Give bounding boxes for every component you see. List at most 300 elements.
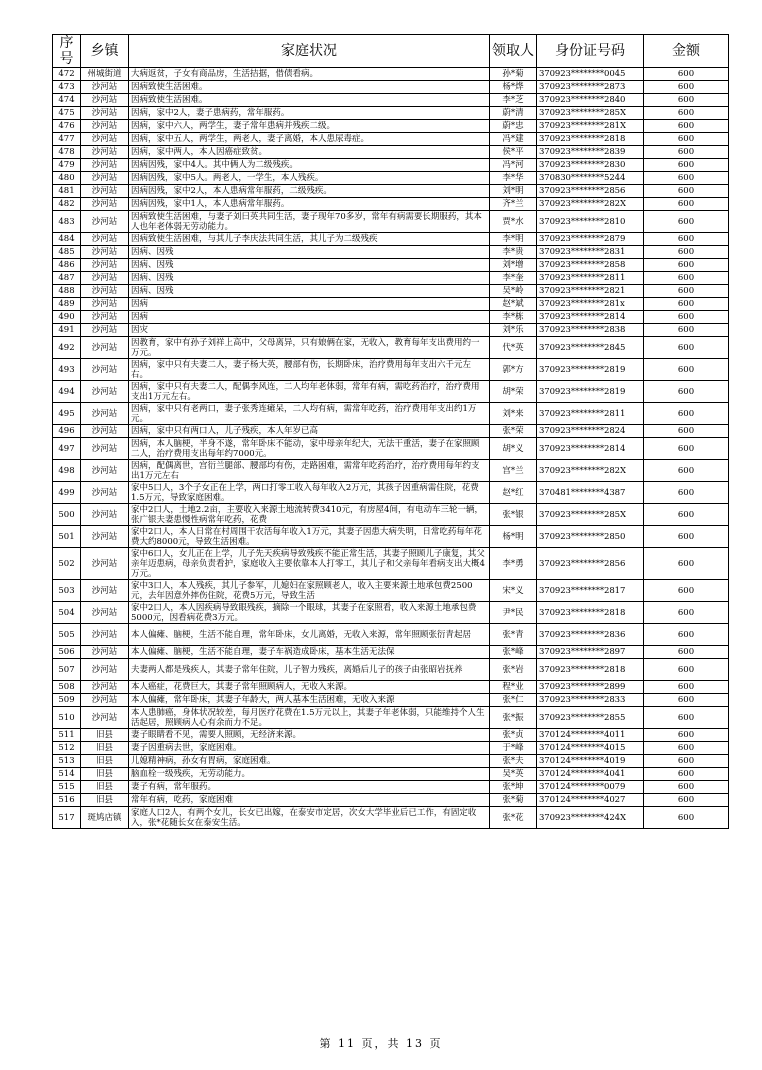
row-no: 490 (53, 311, 81, 324)
row-town: 沙河站 (81, 707, 129, 729)
row-amount: 600 (644, 146, 729, 159)
row-situation: 因病，家中只有两口人，儿子残疾，本人年岁已高 (129, 425, 490, 438)
row-id-number: 370923********2879 (537, 233, 644, 246)
row-amount: 600 (644, 781, 729, 794)
row-id-number: 370923********2814 (537, 438, 644, 460)
row-situation: 因教育，家中有孙子刘祥上高中，父母离异，只有娘俩在家，无收入，教育每年支出费用约一万元。 (129, 337, 490, 359)
row-amount: 600 (644, 694, 729, 707)
row-id-number: 370923********2819 (537, 359, 644, 381)
row-town: 沙河站 (81, 198, 129, 211)
row-id-number: 370923********2831 (537, 246, 644, 259)
row-id-number: 370923********2838 (537, 324, 644, 337)
row-town: 沙河站 (81, 460, 129, 482)
row-no: 488 (53, 285, 81, 298)
row-no: 491 (53, 324, 81, 337)
row-amount: 600 (644, 246, 729, 259)
row-id-number: 370124********4011 (537, 729, 644, 742)
row-town: 沙河站 (81, 81, 129, 94)
row-recipient: 张*夫 (490, 755, 537, 768)
table-row (53, 107, 729, 120)
row-situation: 因病、因残 (129, 259, 490, 272)
table-row (53, 807, 729, 829)
table-row (53, 198, 729, 211)
table-row (53, 742, 729, 755)
row-recipient: 张*花 (490, 807, 537, 829)
row-situation: 本人偏瘫，常年卧床，其妻子年龄大，两人基本生活困难，无收入来源 (129, 694, 490, 707)
row-id-number: 370923********2836 (537, 624, 644, 646)
row-recipient: 胡*荣 (490, 381, 537, 403)
row-town: 沙河站 (81, 211, 129, 233)
row-situation: 常年有病，吃药，家庭困难 (129, 794, 490, 807)
row-town: 沙河站 (81, 681, 129, 694)
row-amount: 600 (644, 659, 729, 681)
row-amount: 600 (644, 460, 729, 482)
table-row (53, 359, 729, 381)
row-town: 沙河站 (81, 133, 129, 146)
row-no: 515 (53, 781, 81, 794)
row-amount: 600 (644, 185, 729, 198)
row-no: 509 (53, 694, 81, 707)
row-town: 旧县 (81, 729, 129, 742)
table-row (53, 646, 729, 659)
table-row (53, 403, 729, 425)
row-amount: 600 (644, 211, 729, 233)
table-row (53, 707, 729, 729)
row-recipient: 宋*义 (490, 580, 537, 602)
row-town: 旧县 (81, 768, 129, 781)
row-situation: 因病，配偶离世，宫衍兰腿部、腰部均有伤，走路困难，需常年吃药治疗，治疗费用每年约支出1万元左右 (129, 460, 490, 482)
row-town: 沙河站 (81, 285, 129, 298)
row-no: 485 (53, 246, 81, 259)
row-no: 476 (53, 120, 81, 133)
table-row (53, 602, 729, 624)
row-amount: 600 (644, 548, 729, 580)
row-no: 508 (53, 681, 81, 694)
row-amount: 600 (644, 707, 729, 729)
row-town: 沙河站 (81, 146, 129, 159)
row-no: 492 (53, 337, 81, 359)
row-amount: 600 (644, 285, 729, 298)
row-town: 沙河站 (81, 694, 129, 707)
row-id-number: 370124********4041 (537, 768, 644, 781)
table-row (53, 259, 729, 272)
row-recipient: 冯*河 (490, 159, 537, 172)
row-id-number: 370923********2824 (537, 425, 644, 438)
table-row (53, 120, 729, 133)
row-recipient: 张*坤 (490, 781, 537, 794)
row-amount: 600 (644, 602, 729, 624)
row-amount: 600 (644, 272, 729, 285)
header-no: 序号 (53, 35, 81, 68)
row-no: 482 (53, 198, 81, 211)
row-situation: 儿媳精神病，孙女有胃病，家庭困难。 (129, 755, 490, 768)
row-recipient: 刘*增 (490, 259, 537, 272)
table-row (53, 729, 729, 742)
table-row (53, 172, 729, 185)
row-no: 479 (53, 159, 81, 172)
row-recipient: 张*银 (490, 504, 537, 526)
row-no: 507 (53, 659, 81, 681)
row-id-number: 370923********2817 (537, 580, 644, 602)
table-row (53, 580, 729, 602)
table-row (53, 298, 729, 311)
row-amount: 600 (644, 172, 729, 185)
row-no: 486 (53, 259, 81, 272)
row-recipient: 郭*方 (490, 359, 537, 381)
row-recipient: 程*业 (490, 681, 537, 694)
row-situation: 因病，本人脑梗，半身不遂，常年卧床不能动，家中母亲年纪大，无法干重活，妻子在家照顾二人，治疗费用支出每年约7000元。 (129, 438, 490, 460)
row-situation: 因病致使生活困难。 (129, 81, 490, 94)
row-recipient: 张*荣 (490, 425, 537, 438)
table-row (53, 146, 729, 159)
row-situation: 妻子有病，常年服药。 (129, 781, 490, 794)
table-row (53, 548, 729, 580)
row-id-number: 370923********282X (537, 460, 644, 482)
row-recipient: 刘*乐 (490, 324, 537, 337)
row-amount: 600 (644, 81, 729, 94)
table-row (53, 755, 729, 768)
row-recipient: 李*勇 (490, 548, 537, 580)
row-town: 沙河站 (81, 526, 129, 548)
row-situation: 本人偏瘫、脑梗，生活不能自理，妻子车祸造成卧床，基本生活无法保 (129, 646, 490, 659)
row-amount: 600 (644, 120, 729, 133)
row-amount: 600 (644, 298, 729, 311)
row-situation: 家中2口人，土地2.2亩，主要收入来源土地流转费3410元，有房屋4间，有电动车三轮一辆，张广银夫妻患慢性病常年吃药，花费 (129, 504, 490, 526)
row-recipient: 李*芝 (490, 94, 537, 107)
row-amount: 600 (644, 324, 729, 337)
row-recipient: 张*青 (490, 624, 537, 646)
row-no: 494 (53, 381, 81, 403)
row-id-number: 370923********2845 (537, 337, 644, 359)
row-recipient: 齐*兰 (490, 198, 537, 211)
row-no: 475 (53, 107, 81, 120)
row-id-number: 370923********281X (537, 120, 644, 133)
row-amount: 600 (644, 807, 729, 829)
row-id-number: 370481********4387 (537, 482, 644, 504)
row-situation: 夫妻两人都是残疾人，其妻子常年住院，儿子智力残疾，离婚后儿子的孩子由张昭岩抚养 (129, 659, 490, 681)
table-row (53, 624, 729, 646)
row-situation: 本人癌症，花费巨大，其妻子常年照顾病人，无收入来源。 (129, 681, 490, 694)
table-row (53, 68, 729, 81)
row-town: 沙河站 (81, 504, 129, 526)
row-town: 斑鸠店镇 (81, 807, 129, 829)
row-no: 499 (53, 482, 81, 504)
table-row (53, 659, 729, 681)
row-id-number: 370923********282X (537, 198, 644, 211)
row-town: 沙河站 (81, 548, 129, 580)
row-id-number: 370923********2873 (537, 81, 644, 94)
row-recipient: 蔚*忠 (490, 120, 537, 133)
row-recipient: 赵*斌 (490, 298, 537, 311)
row-amount: 600 (644, 68, 729, 81)
row-amount: 600 (644, 259, 729, 272)
row-no: 505 (53, 624, 81, 646)
row-amount: 600 (644, 337, 729, 359)
row-no: 516 (53, 794, 81, 807)
row-situation: 因病因残，家中5人。两老人，一学生，本人残疾。 (129, 172, 490, 185)
row-id-number: 370923********285X (537, 107, 644, 120)
row-no: 477 (53, 133, 81, 146)
row-town: 州城街道 (81, 68, 129, 81)
row-town: 旧县 (81, 781, 129, 794)
row-town: 沙河站 (81, 311, 129, 324)
row-situation: 因病，家中六人，两学生，妻子常年患病并残疾二级。 (129, 120, 490, 133)
row-amount: 600 (644, 438, 729, 460)
row-recipient: 冯*建 (490, 133, 537, 146)
row-amount: 600 (644, 681, 729, 694)
row-town: 沙河站 (81, 172, 129, 185)
row-amount: 600 (644, 755, 729, 768)
assistance-table (52, 34, 729, 829)
row-id-number: 370923********2850 (537, 526, 644, 548)
row-no: 500 (53, 504, 81, 526)
row-amount: 600 (644, 742, 729, 755)
table-row (53, 794, 729, 807)
table-row (53, 681, 729, 694)
row-amount: 600 (644, 198, 729, 211)
row-no: 510 (53, 707, 81, 729)
row-no: 503 (53, 580, 81, 602)
row-town: 沙河站 (81, 324, 129, 337)
row-situation: 因病、因残 (129, 285, 490, 298)
table-row (53, 438, 729, 460)
row-recipient: 张*峰 (490, 646, 537, 659)
row-no: 511 (53, 729, 81, 742)
row-town: 沙河站 (81, 381, 129, 403)
table-row (53, 504, 729, 526)
row-town: 沙河站 (81, 403, 129, 425)
row-recipient: 胡*义 (490, 438, 537, 460)
row-id-number: 370124********4027 (537, 794, 644, 807)
header-id-number: 身份证号码 (537, 35, 644, 68)
row-situation: 因病、因残 (129, 246, 490, 259)
row-recipient: 李*贵 (490, 246, 537, 259)
row-situation: 因灾 (129, 324, 490, 337)
row-situation: 因病，家中2人，妻子患病药，常年服药。 (129, 107, 490, 120)
row-town: 沙河站 (81, 246, 129, 259)
row-situation: 因病，家中只有夫妻二人，配偶李风连，二人均年老体弱，常年有病，需吃药治疗，治疗费用支出1万元左右。 (129, 381, 490, 403)
table-row (53, 768, 729, 781)
row-id-number: 370923********424X (537, 807, 644, 829)
row-recipient: 于*峰 (490, 742, 537, 755)
row-situation: 家中6口人，女儿正在上学，儿子先天疾病导致残疾不能正常生活，其妻子照顾儿子康复，其父亲年迈患病，母亲负责看护，家庭收入主要依靠本人打零工，其儿子和父亲每年看病支出大概4万元。 (129, 548, 490, 580)
row-recipient: 尹*民 (490, 602, 537, 624)
table-row (53, 460, 729, 482)
row-recipient: 杨*烨 (490, 81, 537, 94)
table-row (53, 81, 729, 94)
row-town: 沙河站 (81, 107, 129, 120)
row-amount: 600 (644, 403, 729, 425)
row-town: 沙河站 (81, 233, 129, 246)
row-amount: 600 (644, 580, 729, 602)
row-recipient: 蔚*清 (490, 107, 537, 120)
table-row (53, 482, 729, 504)
row-town: 沙河站 (81, 94, 129, 107)
row-amount: 600 (644, 107, 729, 120)
row-situation: 因病，家中只有老两口，妻子张秀连瘫呆，二人均有病，需常年吃药，治疗费用年支出约1万元。 (129, 403, 490, 425)
row-town: 旧县 (81, 742, 129, 755)
row-situation: 因病致使生活困难，与其儿子李庆法共同生活，其儿子为二级残疾 (129, 233, 490, 246)
row-id-number: 370923********2818 (537, 133, 644, 146)
row-recipient: 代*英 (490, 337, 537, 359)
row-situation: 因病因残，家中1人，本人患病常年服药。 (129, 198, 490, 211)
table-row (53, 425, 729, 438)
row-amount: 600 (644, 624, 729, 646)
row-id-number: 370923********2821 (537, 285, 644, 298)
row-town: 沙河站 (81, 185, 129, 198)
row-recipient: 吴*岭 (490, 285, 537, 298)
row-recipient: 张*岩 (490, 659, 537, 681)
document-sheet (52, 34, 728, 829)
row-recipient: 杨*明 (490, 526, 537, 548)
row-recipient: 刘*来 (490, 403, 537, 425)
table-header-row (53, 35, 729, 68)
row-situation: 妻子因重病去世，家庭困难。 (129, 742, 490, 755)
row-no: 489 (53, 298, 81, 311)
header-town: 乡镇 (81, 35, 129, 68)
row-recipient: 李*栋 (490, 311, 537, 324)
row-id-number: 370923********2840 (537, 94, 644, 107)
row-no: 497 (53, 438, 81, 460)
row-id-number: 370923********2856 (537, 548, 644, 580)
table-row (53, 159, 729, 172)
row-id-number: 370830********5244 (537, 172, 644, 185)
row-id-number: 370923********2897 (537, 646, 644, 659)
row-id-number: 370923********2818 (537, 602, 644, 624)
row-id-number: 370124********4015 (537, 742, 644, 755)
row-id-number: 370923********2856 (537, 185, 644, 198)
row-recipient: 李*明 (490, 233, 537, 246)
row-no: 517 (53, 807, 81, 829)
row-town: 沙河站 (81, 580, 129, 602)
row-amount: 600 (644, 794, 729, 807)
row-no: 504 (53, 602, 81, 624)
row-no: 484 (53, 233, 81, 246)
table-row (53, 233, 729, 246)
row-recipient: 赵*红 (490, 482, 537, 504)
row-situation: 本人患肺癌，身体状况较差，每月医疗花费在1.5万元以上，其妻子年老体弱，只能维持个人生活起居，照顾病人心有余而力不足。 (129, 707, 490, 729)
row-situation: 家中5口人，3个子女正在上学，两口打零工收入每年收入2万元，其孩子因重病需住院，花费1.5万元，导致家庭困难。 (129, 482, 490, 504)
row-recipient: 贾*水 (490, 211, 537, 233)
row-amount: 600 (644, 504, 729, 526)
row-no: 480 (53, 172, 81, 185)
row-town: 旧县 (81, 755, 129, 768)
row-recipient: 张*贞 (490, 729, 537, 742)
row-amount: 600 (644, 381, 729, 403)
row-town: 沙河站 (81, 120, 129, 133)
row-situation: 因病致使生活困难。 (129, 94, 490, 107)
row-recipient: 张*振 (490, 707, 537, 729)
row-situation: 家中3口人，本人残疾，其儿子参军，儿媳妇在家照顾老人，收入主要来源土地承包费2500元，去年因意外摔伤住院，花费5万元，导致生活 (129, 580, 490, 602)
row-id-number: 370923********2899 (537, 681, 644, 694)
header-recipient: 领取人 (490, 35, 537, 68)
row-id-number: 370923********2855 (537, 707, 644, 729)
row-town: 沙河站 (81, 482, 129, 504)
row-situation: 因病，家中五人，两学生，两老人，妻子离婚，本人患尿毒症。 (129, 133, 490, 146)
row-amount: 600 (644, 482, 729, 504)
row-recipient: 侯*平 (490, 146, 537, 159)
table-body (53, 68, 729, 829)
row-situation: 家庭人口2人，有两个女儿，长女已出嫁，在泰安市定居，次女大学毕业后已工作，有固定收入，张*花随长女在泰安生活。 (129, 807, 490, 829)
row-recipient: 李*奎 (490, 272, 537, 285)
row-no: 514 (53, 768, 81, 781)
row-town: 沙河站 (81, 259, 129, 272)
page-footer: 第 11 页，共 13 页 (319, 1037, 443, 1050)
row-id-number: 370124********4019 (537, 755, 644, 768)
table-row (53, 285, 729, 298)
row-recipient: 宫*兰 (490, 460, 537, 482)
row-amount: 600 (644, 311, 729, 324)
row-no: 481 (53, 185, 81, 198)
table-row (53, 311, 729, 324)
row-recipient: 刘*明 (490, 185, 537, 198)
row-no: 506 (53, 646, 81, 659)
row-id-number: 370923********2810 (537, 211, 644, 233)
row-recipient: 李*华 (490, 172, 537, 185)
row-situation: 因病 (129, 311, 490, 324)
header-amount: 金额 (644, 35, 729, 68)
row-no: 498 (53, 460, 81, 482)
table-row (53, 337, 729, 359)
row-recipient: 孙*菊 (490, 68, 537, 81)
row-amount: 600 (644, 94, 729, 107)
row-town: 沙河站 (81, 159, 129, 172)
row-id-number: 370923********285X (537, 504, 644, 526)
row-id-number: 370923********2811 (537, 403, 644, 425)
row-id-number: 370923********2830 (537, 159, 644, 172)
row-situation: 因病因残，家中4人。其中俩人为二级残疾。 (129, 159, 490, 172)
row-town: 沙河站 (81, 272, 129, 285)
row-situation: 本人偏瘫、脑梗，生活不能自理，常年卧床，女儿离婚，无收入来源，常年照顾张衍青起居 (129, 624, 490, 646)
row-town: 沙河站 (81, 425, 129, 438)
row-town: 旧县 (81, 794, 129, 807)
row-recipient: 张*菊 (490, 794, 537, 807)
row-situation: 因病，家中两人，本人因癌症致贫。 (129, 146, 490, 159)
row-no: 472 (53, 68, 81, 81)
table-row (53, 272, 729, 285)
row-amount: 600 (644, 425, 729, 438)
row-town: 沙河站 (81, 298, 129, 311)
row-no: 496 (53, 425, 81, 438)
row-id-number: 370923********2833 (537, 694, 644, 707)
row-situation: 大病返贫，子女有商品房，生活拮据，借债看病。 (129, 68, 490, 81)
row-situation: 家中2口人，本人日常在村周围干农活每年收入1万元，其妻子因患大病失明，日常吃药每年花费大约8000元，导致生活困难。 (129, 526, 490, 548)
row-amount: 600 (644, 646, 729, 659)
row-town: 沙河站 (81, 602, 129, 624)
row-recipient: 吴*英 (490, 768, 537, 781)
row-no: 513 (53, 755, 81, 768)
row-amount: 600 (644, 768, 729, 781)
row-amount: 600 (644, 359, 729, 381)
row-town: 沙河站 (81, 337, 129, 359)
row-no: 495 (53, 403, 81, 425)
row-no: 512 (53, 742, 81, 755)
row-situation: 因病致使生活困难，与妻子刘曰英共同生活，妻子现年70多岁，常年有病需要长期服药，其本人也年老体弱无劳动能力。 (129, 211, 490, 233)
row-no: 478 (53, 146, 81, 159)
row-id-number: 370923********2818 (537, 659, 644, 681)
row-recipient: 张*仁 (490, 694, 537, 707)
row-situation: 因病、因残 (129, 272, 490, 285)
row-amount: 600 (644, 233, 729, 246)
table-row (53, 781, 729, 794)
row-town: 沙河站 (81, 359, 129, 381)
row-no: 501 (53, 526, 81, 548)
row-town: 沙河站 (81, 438, 129, 460)
row-amount: 600 (644, 133, 729, 146)
row-situation: 因病，家中只有夫妻二人，妻子杨大英，腰部有伤，长期卧床，治疗费用每年支出六千元左右。 (129, 359, 490, 381)
row-id-number: 370923********0045 (537, 68, 644, 81)
table-row (53, 246, 729, 259)
